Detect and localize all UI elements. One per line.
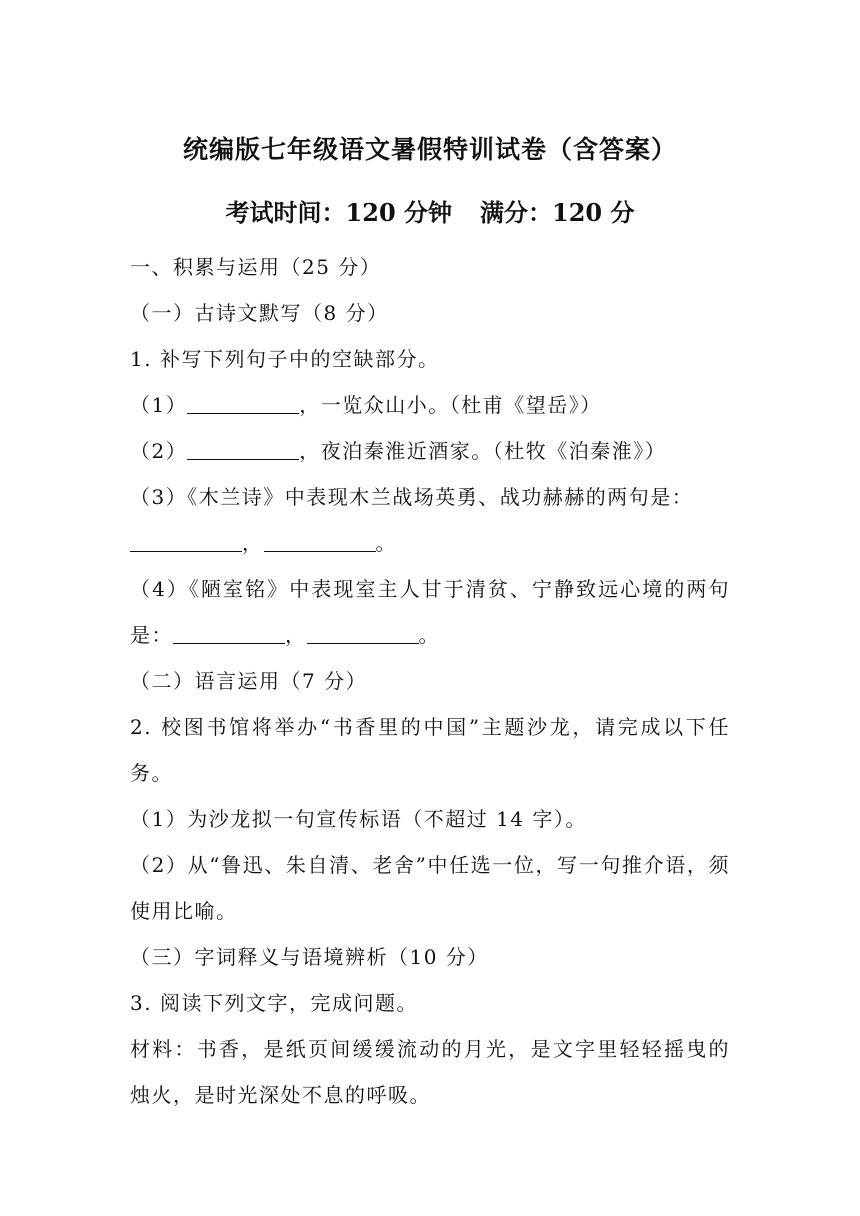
answer-blank[interactable] [187,389,299,414]
item-number: （2） [130,439,188,463]
question-1-3-blanks [130,520,730,566]
question-2: 2. 校图书馆将举办“书香里的中国”主题沙龙，请完成以下任务。 [130,715,730,785]
question-2-2: （2）从“鲁迅、朱自清、老舍”中任选一位，写一句推介语，须使用比喻。 [130,853,730,923]
item-number: （1） [130,393,188,417]
separator: ， [242,531,264,555]
question-1: 1. 补写下列句子中的空缺部分。 [130,347,440,371]
item-text: ，夜泊秦淮近酒家。（杜牧《泊秦淮》） [299,439,667,463]
question-1-4 [130,566,730,658]
period: 。 [375,531,397,555]
exam-info [0,193,860,228]
item-text: （4）《陋室铭》中表现室主人甘于清贫、宁静致远心境的两句是： [130,577,730,647]
item-text: ，一览众山小。（杜甫《望岳》） [299,393,602,417]
answer-blank[interactable] [307,619,419,644]
reading-material: 材料：书香，是纸页间缓缓流动的月光，是文字里轻轻摇曳的烛火，是时光深处不息的呼吸。 [130,1037,730,1107]
period: 。 [418,623,440,647]
exam-time: 考试时间：120 分钟 [225,198,452,227]
full-score: 满分：120 分 [480,198,635,227]
exam-body [130,244,730,1118]
question-1-1 [130,382,730,428]
part-heading: （三）字词释义与语境辨析（10 分） [130,945,489,969]
answer-blank[interactable] [264,527,376,552]
answer-blank[interactable] [130,527,242,552]
answer-blank[interactable] [187,435,299,460]
part-heading: （一）古诗文默写（8 分） [130,301,389,325]
separator: ， [285,623,307,647]
part-heading: （二）语言运用（7 分） [130,669,368,693]
question-1-2 [130,428,730,474]
document-title: 统编版七年级语文暑假特训试卷（含答案） [182,135,677,164]
question-2-1: （1）为沙龙拟一句宣传标语（不超过 14 字）。 [130,807,587,831]
answer-blank[interactable] [173,619,285,644]
question-3: 3. 阅读下列文字，完成问题。 [130,991,418,1015]
section-heading: 一、积累与运用（25 分） [130,255,382,279]
question-1-3: （3）《木兰诗》中表现木兰战场英勇、战功赫赫的两句是： [130,485,694,509]
